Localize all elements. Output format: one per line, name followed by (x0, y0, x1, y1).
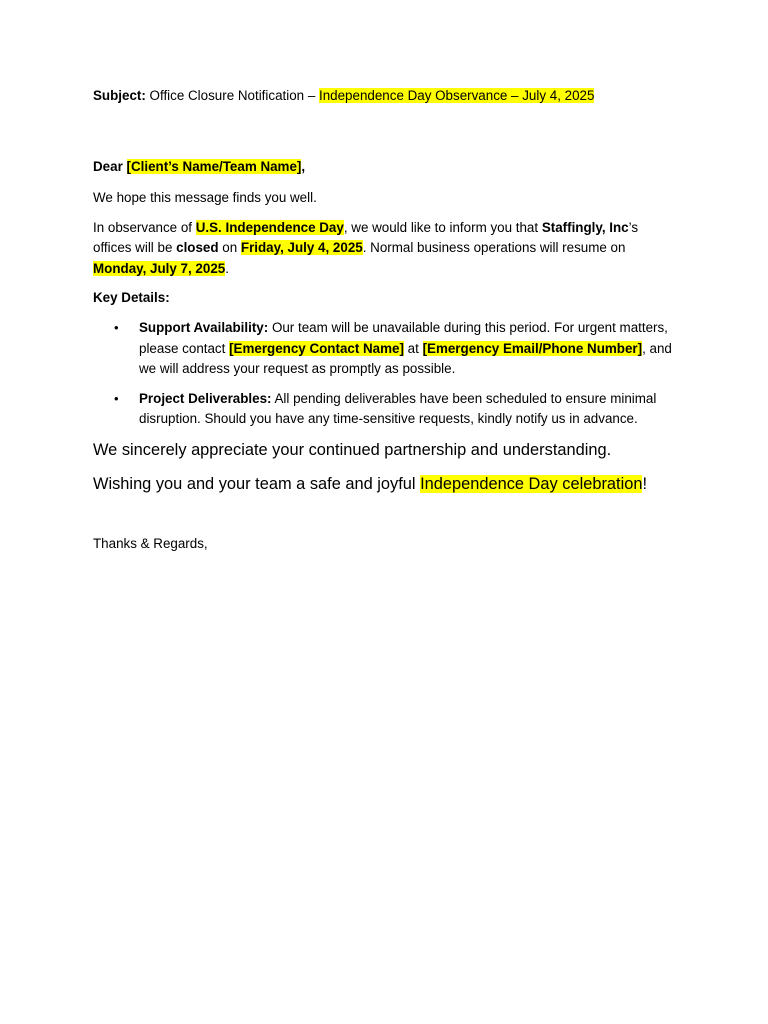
salutation (93, 157, 673, 177)
support-label: Support Availability: (139, 320, 269, 335)
signoff: Thanks & Regards, (93, 535, 208, 551)
subject-text: Office Closure Notification – (145, 88, 319, 103)
subject-highlight: Independence Day Observance – July 4, 2025 (319, 88, 595, 103)
list-item-deliverables (93, 389, 673, 430)
notice-text-6: . (225, 260, 229, 276)
company-name: Staffingly, Inc (541, 219, 629, 235)
notice-text-2: , we would like to inform you that (343, 219, 542, 235)
letter-document (93, 86, 673, 554)
notice-text-1: In observance of (93, 219, 196, 235)
salutation-prefix: Dear (93, 159, 127, 174)
emergency-info-placeholder: [Emergency Email/Phone Number] (422, 340, 643, 356)
intro-paragraph: We hope this message finds you well. (93, 190, 317, 205)
key-details-heading: Key Details: (93, 290, 170, 305)
deliverables-text: All pending deliverables have been scheduled to ensure minimal disruption. Should you have any time-sensitive requests, kindly notify us in advance. (139, 390, 657, 427)
bullet-icon: • (114, 320, 119, 335)
wish-text-1: Wishing you and your team a safe and joyful (93, 474, 421, 493)
wish-text-2: ! (642, 474, 648, 493)
notice-text-3: ’s offices will be (93, 219, 639, 255)
subject-label: Subject: (93, 88, 146, 103)
support-text-3: , and we will address your request as promptly as possible. (139, 340, 672, 377)
emergency-contact-placeholder: [Emergency Contact Name] (229, 340, 404, 356)
appreciation-paragraph: We sincerely appreciate your continued partnership and understanding. (93, 440, 612, 459)
resume-date: Monday, July 7, 2025 (93, 260, 226, 276)
key-details-list (93, 318, 673, 430)
list-item-support (93, 318, 673, 380)
bullet-icon: • (114, 390, 119, 406)
closure-date: Friday, July 4, 2025 (240, 240, 363, 255)
holiday-name: U.S. Independence Day (195, 219, 344, 235)
closed-word: closed (176, 240, 219, 255)
notice-text-5: . Normal business operations will resume on (362, 240, 626, 255)
recipient-placeholder: [Client’s Name/Team Name] (126, 159, 302, 174)
salutation-suffix: , (301, 159, 306, 174)
wish-highlight: Independence Day celebration (420, 474, 643, 493)
support-text-1: Our team will be unavailable during this period. For urgent matters, please contact (139, 320, 668, 356)
notice-paragraph (93, 218, 673, 280)
deliverables-label: Project Deliverables: (139, 390, 272, 406)
wish-paragraph (93, 473, 673, 495)
subject-line (93, 86, 673, 106)
notice-text-4: on (218, 240, 241, 255)
support-text-2: at (403, 340, 423, 356)
